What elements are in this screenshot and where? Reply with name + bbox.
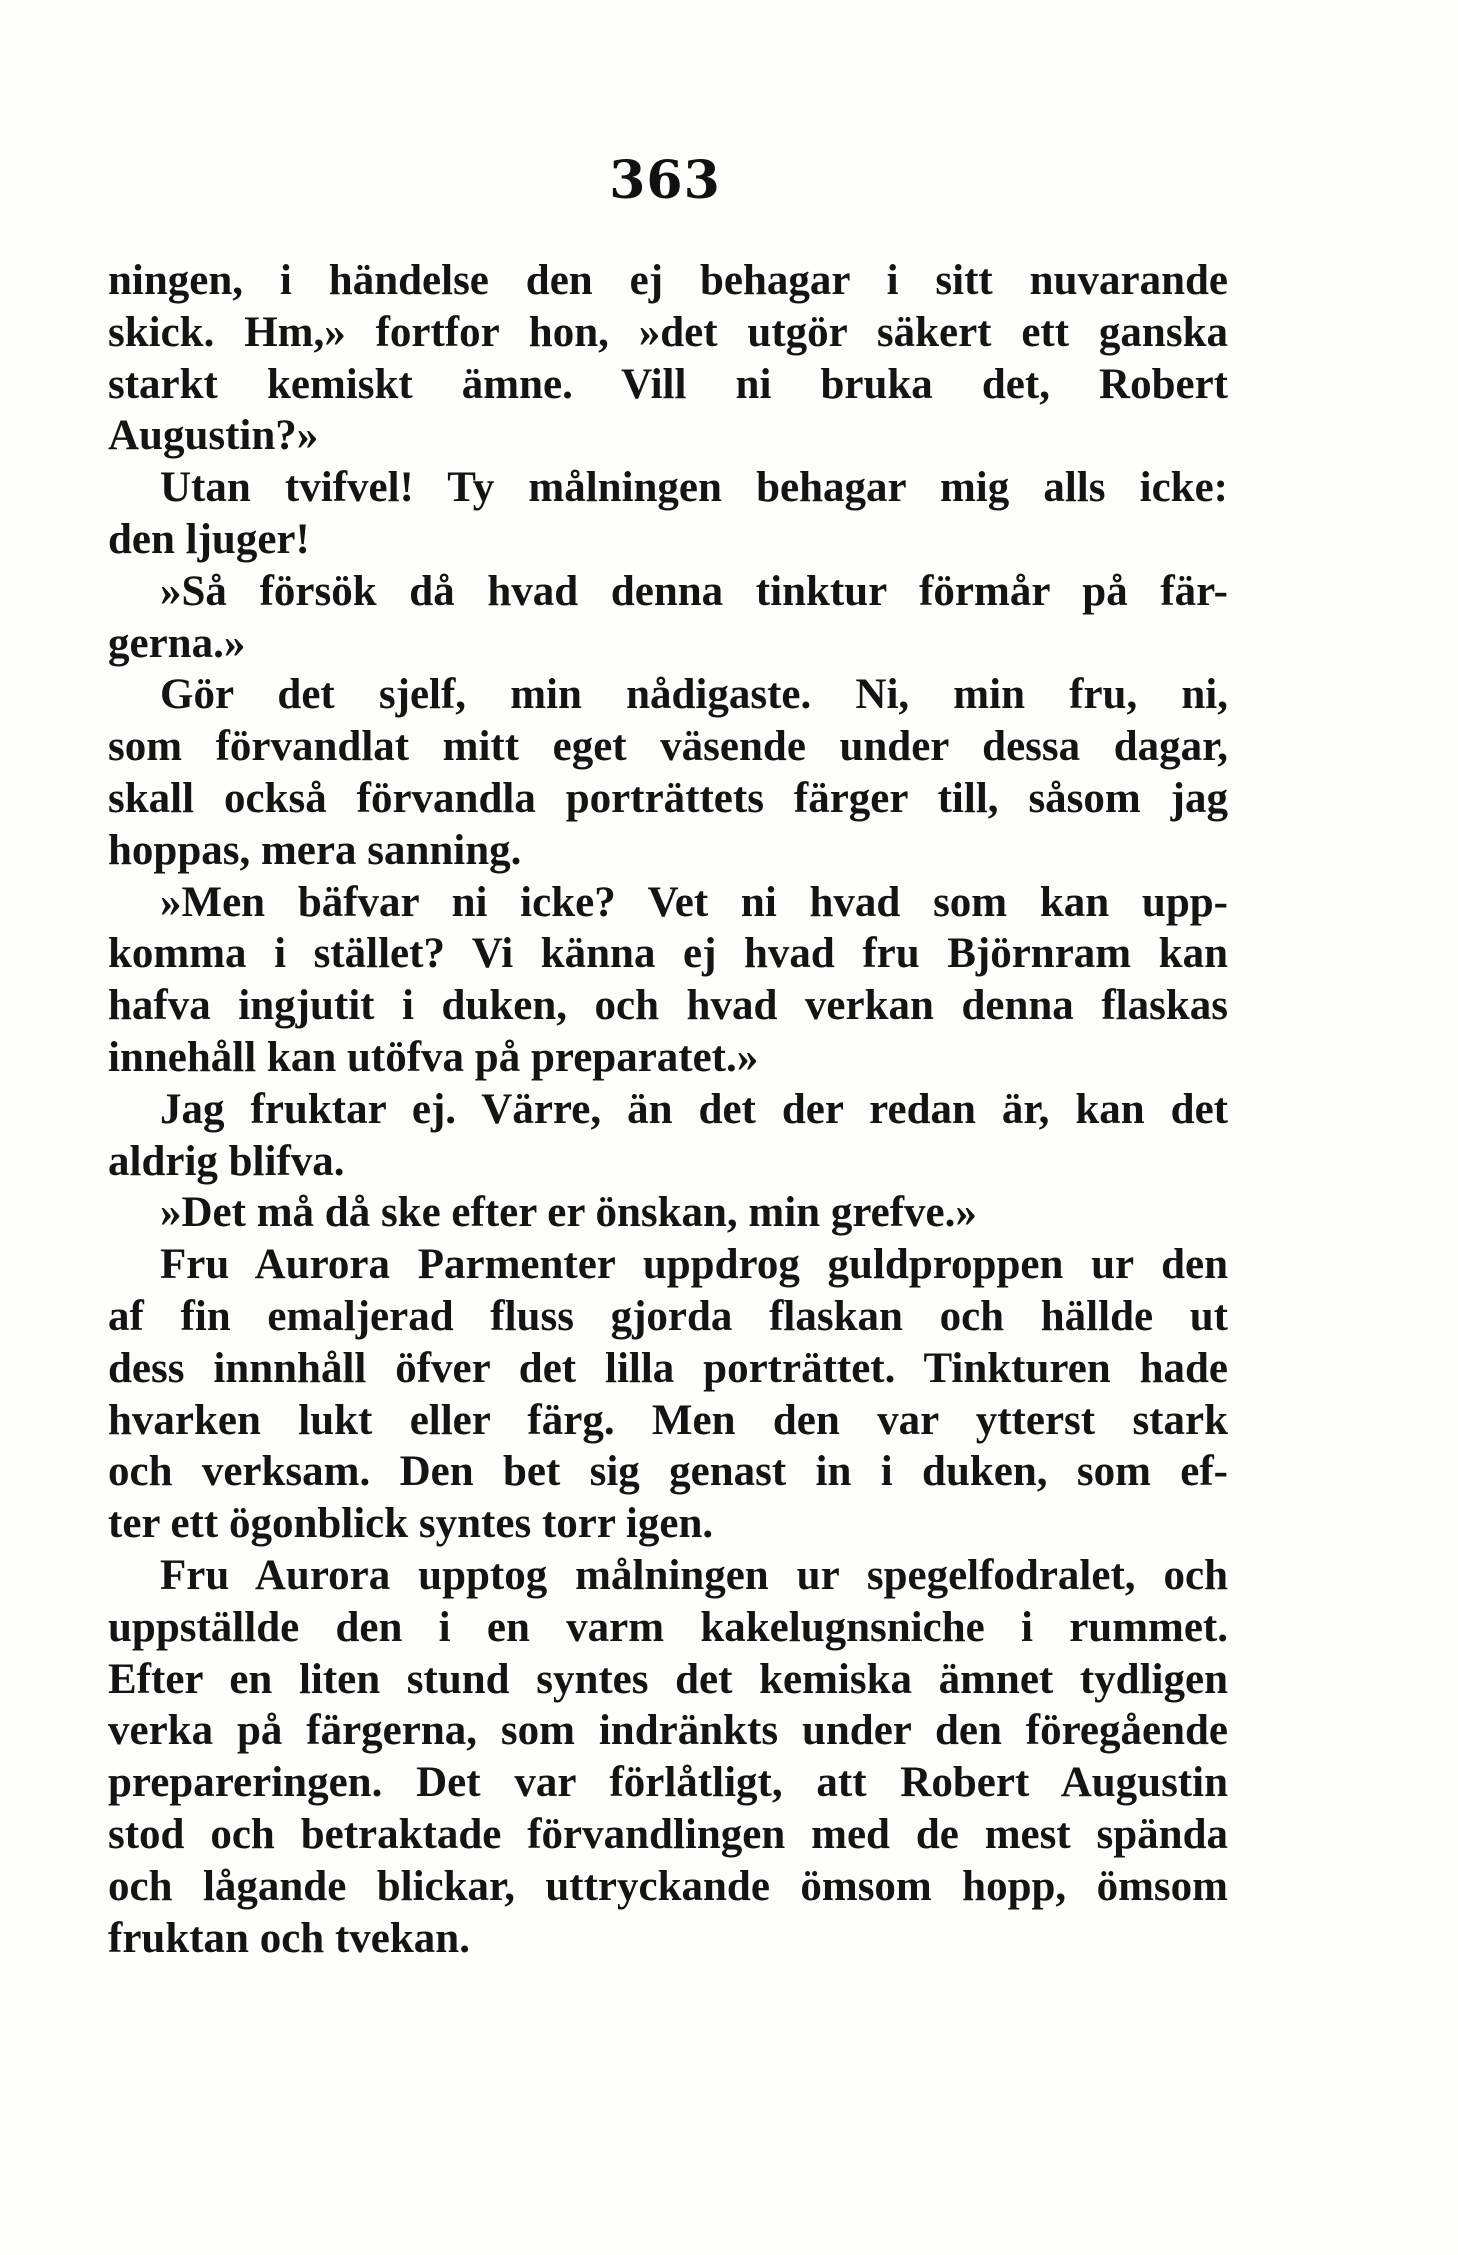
text-line: skall också förvandla porträttets färger till, såsom jag: [108, 774, 1228, 822]
text-line: och lågande blickar, uttryckande ömsom hopp, ömsom: [108, 1862, 1228, 1910]
text-line: stod och betraktade förvandlingen med de mest spända: [108, 1810, 1228, 1858]
text-line: Efter en liten stund syntes det kemiska ämnet tydligen: [108, 1655, 1228, 1703]
text-line: Fru Aurora Parmenter uppdrog guldproppen ur den: [160, 1241, 1228, 1289]
text-line: Gör det sjelf, min nådigaste. Ni, min fru, ni,: [160, 671, 1228, 719]
text-line: verka på färgerna, som indränkts under den föregående: [108, 1707, 1228, 1755]
page-number: 363: [609, 150, 721, 211]
text-line: innehåll kan utöfva på preparatet.»: [108, 1033, 759, 1081]
text-line: prepareringen. Det var förlåtligt, att Robert Augustin: [108, 1759, 1228, 1807]
text-line: Fru Aurora upptog målningen ur spegelfodralet, och: [160, 1551, 1228, 1599]
text-line: skick. Hm,» fortfor hon, »det utgör säkert ett ganska: [108, 308, 1228, 356]
text-line: Utan tvifvel! Ty målningen behagar mig alls icke:: [160, 464, 1228, 512]
text-line: fruktan och tvekan.: [108, 1914, 470, 1962]
text-line: som förvandlat mitt eget väsende under dessa dagar,: [108, 723, 1228, 771]
text-line: ter ett ögonblick syntes torr igen.: [108, 1500, 714, 1548]
text-line: »Men bäfvar ni icke? Vet ni hvad som kan upp-: [160, 878, 1228, 926]
text-line: starkt kemiskt ämne. Vill ni bruka det, Robert: [108, 360, 1228, 408]
text-line: komma i stället? Vi känna ej hvad fru Björnram kan: [108, 930, 1228, 978]
text-line: dess innnhåll öfver det lilla porträttet. Tinkturen hade: [108, 1344, 1228, 1392]
text-line: »Så försök då hvad denna tinktur förmår på fär-: [160, 567, 1228, 615]
text-line: hafva ingjutit i duken, och hvad verkan denna flaskas: [108, 982, 1228, 1030]
text-line: och verksam. Den bet sig genast in i duken, som ef-: [108, 1448, 1228, 1496]
body-text: [108, 255, 1228, 1964]
text-line: aldrig blifva.: [108, 1137, 345, 1185]
text-line: Augustin?»: [108, 412, 319, 460]
text-line: gerna.»: [108, 619, 246, 667]
text-line: ningen, i händelse den ej behagar i sitt nuvarande: [108, 257, 1228, 304]
text-line: hvarken lukt eller färg. Men den var ytterst stark: [108, 1396, 1228, 1444]
text-line: uppställde den i en varm kakelugnsniche i rummet.: [108, 1603, 1228, 1651]
text-line: »Det må då ske efter er önskan, min grefve.»: [160, 1189, 977, 1237]
text-line: Jag fruktar ej. Värre, än det der redan är, kan det: [160, 1085, 1228, 1133]
text-line: den ljuger!: [108, 515, 310, 563]
text-line: hoppas, mera sanning.: [108, 826, 522, 874]
text-line: af fin emaljerad fluss gjorda flaskan och hällde ut: [108, 1292, 1228, 1340]
